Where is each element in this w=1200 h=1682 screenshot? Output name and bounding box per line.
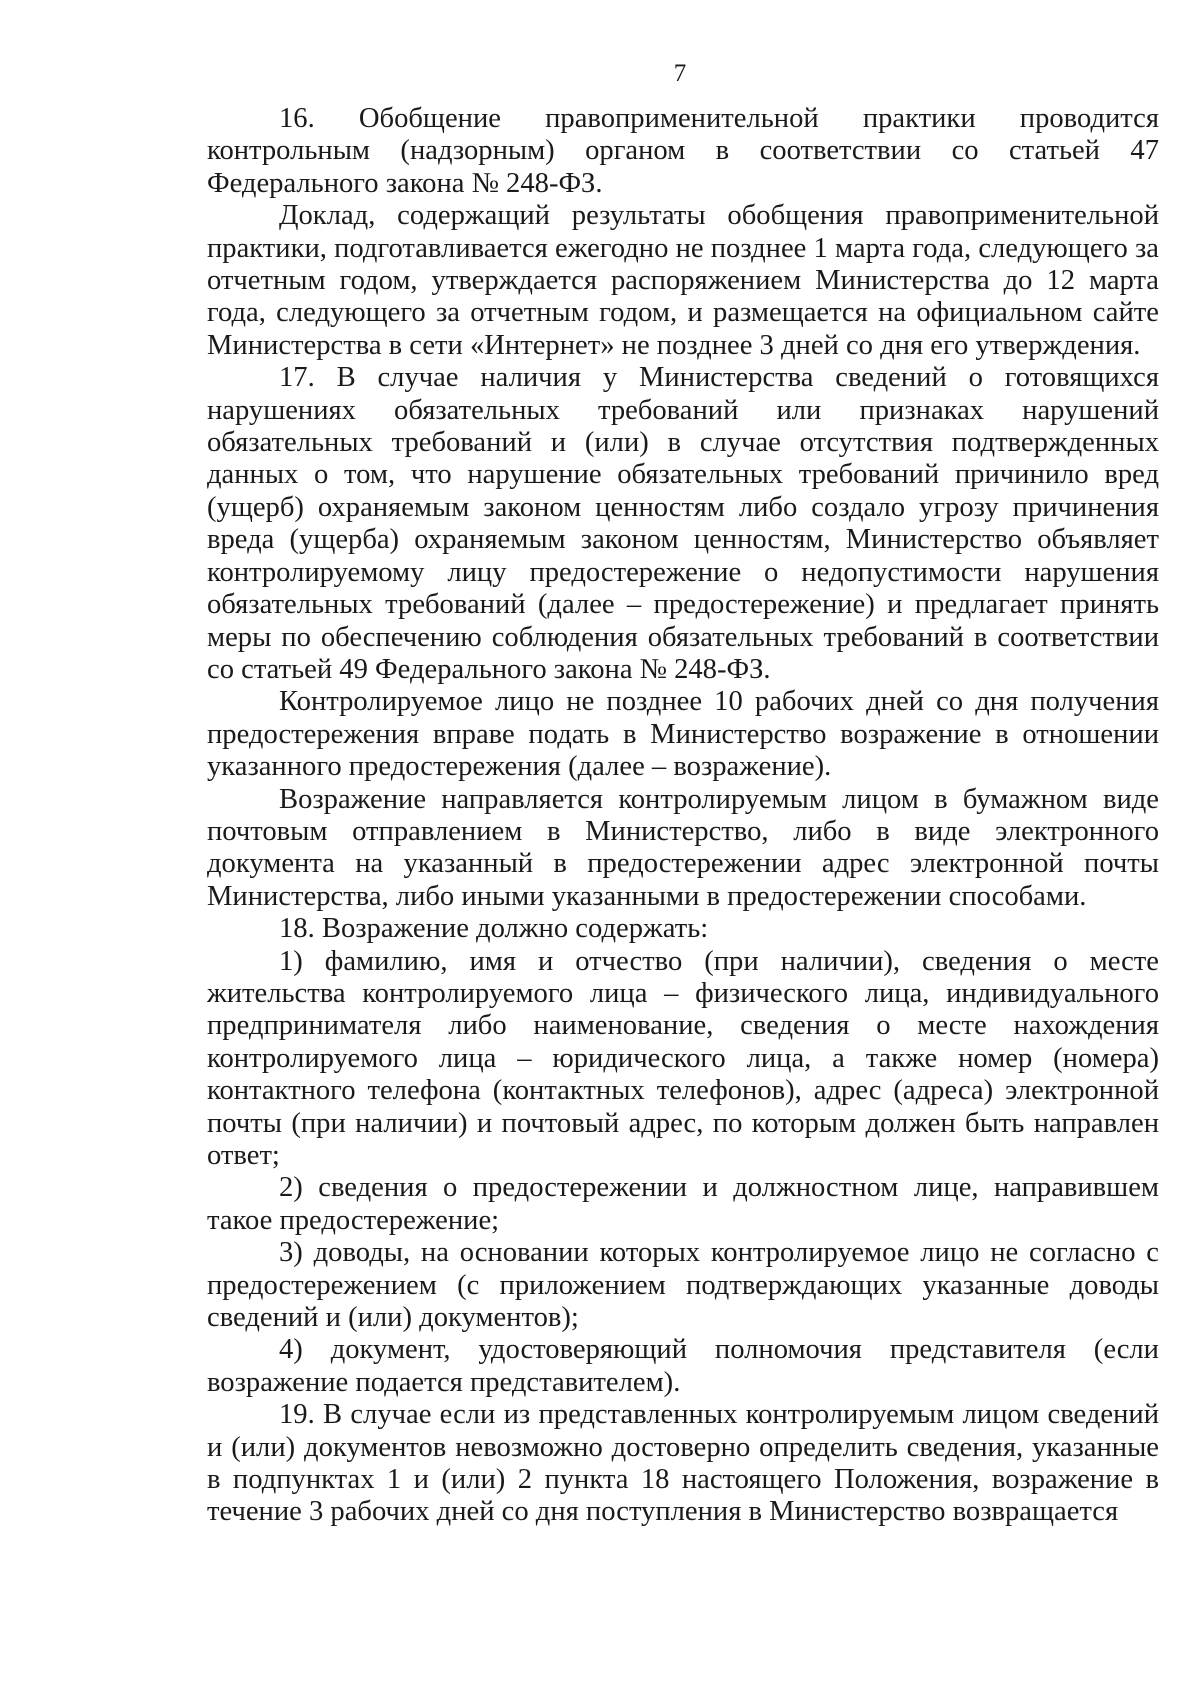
paragraph-objection-delivery: Возражение направляется контролируемым лицом в бумажном виде почтовым отправлением в Министерство, либо в виде электронного документа на указанный в предостережении адрес электронной почты Министерства, либо иными указанными в предостережении способами. [207, 783, 1159, 912]
page-number: 7 [673, 60, 687, 87]
list-item-1: 1) фамилию, имя и отчество (при наличии), сведения о месте жительства контролируемого лица – физического лица, индивидуального предпринимателя либо наименование, сведения о месте нахождения контролируемого лица – юридического лица, а также номер (номера) контактного телефона (контактных телефонов), адрес (адреса) электронной почты (при наличии) и почтовый адрес, по которым должен быть направлен ответ; [207, 945, 1159, 1171]
paragraph-18: 18. Возражение должно содержать: [279, 913, 709, 945]
paragraph-17: 17. В случае наличия у Министерства сведений о готовящихся нарушениях обязательных требований или признаках нарушений обязательных требований и (или) в случае отсутствия подтвержденных данных о том, что нарушение обязательных требований причинило вред (ущерб) охраняемым законом ценностям либо создало угрозу причинения вреда (ущерба) охраняемым законом ценностям, Министерство объявляет контролируемому лицу предостережение о недопустимости нарушения обязательных требований (далее – предостережение) и предлагает принять меры по обеспечению соблюдения обязательных требований в соответствии со статьей 49 Федерального закона № 248-ФЗ. [207, 362, 1159, 685]
paragraph-19: 19. В случае если из представленных контролируемым лицом сведений и (или) документов невозможно достоверно определить сведения, указанные в подпунктах 1 и (или) 2 пункта 18 настоящего Положения, возражение в течение 3 рабочих дней со дня поступления в Министерство возвращается [207, 1399, 1159, 1528]
document-body [207, 103, 1159, 1529]
list-item-4: 4) документ, удостоверяющий полномочия представителя (если возражение подается представителем). [207, 1334, 1159, 1398]
list-item-2: 2) сведения о предостережении и должностном лице, направившем такое предостережение; [207, 1172, 1159, 1236]
list-item-3: 3) доводы, на основании которых контролируемое лицо не согласно с предостережением (с приложением подтверждающих указанные доводы сведений и (или) документов); [207, 1237, 1159, 1334]
paragraph-16: 16. Обобщение правоприменительной практики проводится контрольным (надзорным) органом в соответствии со статьей 47 Федерального закона № 248-ФЗ. [207, 103, 1159, 199]
paragraph-report: Доклад, содержащий результаты обобщения правоприменительной практики, подготавливается ежегодно не позднее 1 марта года, следующего за отчетным годом, утверждается распоряжением Министерства до 12 марта года, следующего за отчетным годом, и размещается на официальном сайте Министерства в сети «Интернет» не позднее 3 дней со дня его утверждения. [207, 200, 1159, 361]
paragraph-objection-deadline: Контролируемое лицо не позднее 10 рабочих дней со дня получения предостережения вправе подать в Министерство возражение в отношении указанного предостережения (далее – возражение). [207, 686, 1159, 783]
